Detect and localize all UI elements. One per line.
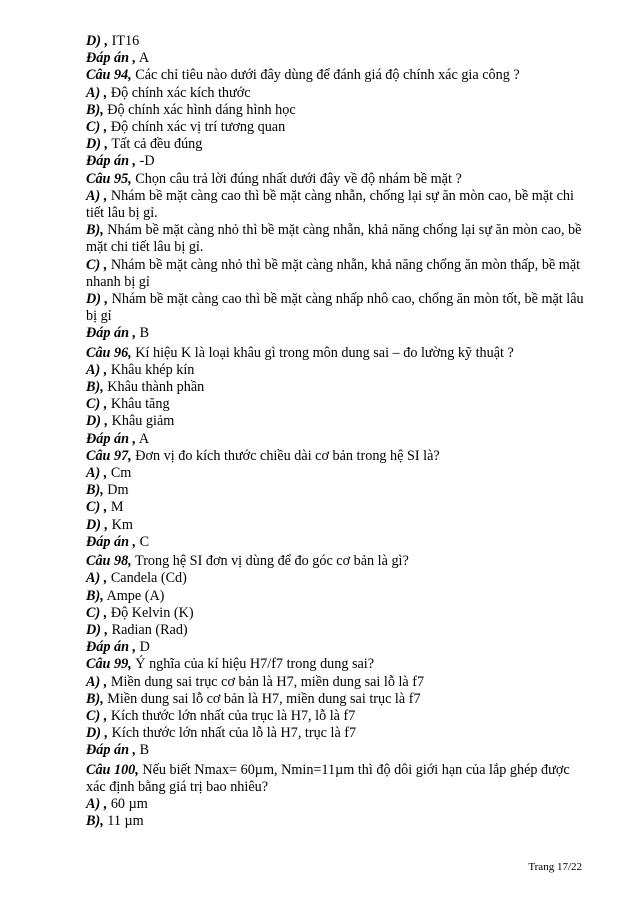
option-label: A) , (86, 187, 108, 204)
option-line (86, 33, 586, 50)
option-label: D) , (86, 725, 109, 742)
question-text: Ý nghĩa của kí hiệu H7/f7 trong dung sai? (131, 656, 375, 673)
option-line (86, 674, 586, 691)
option-line (86, 796, 586, 813)
option-text: IT16 (108, 33, 140, 49)
question-text: Đơn vị đo kích thước chiều dài cơ bản trong hệ SI là? (131, 447, 440, 464)
option-text: 11 µm (103, 813, 144, 830)
option-text: Khâu giảm (108, 413, 175, 430)
option-label: C) , (86, 256, 108, 273)
option-line (86, 413, 586, 430)
option-text: Miền dung sai trục cơ bản là H7, miền dung sai lỗ là f7 (107, 673, 425, 690)
answer-key-label: Đáp án , (86, 50, 137, 67)
answer-key-line (86, 639, 586, 656)
option-label: B), (86, 222, 104, 239)
option-label: A) , (86, 673, 108, 690)
option-text: Cm (107, 465, 132, 482)
question-text: Trong hệ SI đơn vị dùng để đo góc cơ bản là gì? (131, 553, 409, 570)
question-label: Câu 97, (86, 447, 132, 464)
question-text: Các chỉ tiêu nào dưới đây dùng để đánh giá độ chính xác gia công ? (131, 67, 520, 84)
question-line (86, 448, 586, 465)
answer-key-label: Đáp án , (86, 153, 137, 170)
option-label: C) , (86, 707, 108, 724)
option-text: Miền dung sai lỗ cơ bản là H7, miền dung sai trục là f7 (103, 690, 421, 707)
option-label: D) , (86, 291, 109, 308)
option-line (86, 588, 586, 605)
option-label: B), (86, 482, 104, 499)
answer-key-text: -D (136, 153, 155, 170)
answer-key-label: Đáp án , (86, 430, 137, 447)
question-label: Câu 98, (86, 553, 132, 570)
option-label: A) , (86, 570, 108, 587)
option-text: Candela (Cd) (107, 570, 187, 587)
option-label: C) , (86, 604, 108, 621)
question-text: Chọn câu trả lời đúng nhất dưới đây về độ nhám bề mặt ? (131, 170, 462, 187)
option-line (86, 725, 586, 742)
answer-key-text: A (136, 430, 150, 447)
option-text: Ampe (A) (103, 587, 165, 604)
option-text: Radian (Rad) (108, 621, 188, 638)
question-line (86, 171, 586, 188)
answer-key-label: Đáp án , (86, 533, 137, 550)
question-label: Câu 99, (86, 656, 132, 673)
answer-key-line (86, 431, 586, 448)
option-label: B), (86, 379, 104, 396)
option-text: Nhám bề mặt càng cao thì bề mặt càng nhấp nhô cao, chống ăn mòn tốt, bề mặt lâu bị gỉ (86, 291, 584, 325)
answer-key-line (86, 153, 586, 170)
question-text: Nếu biết Nmax= 60µm, Nmin=11µm thì độ dôi giới hạn của lắp ghép được xác định bằng giá trị bao nhiêu? (86, 761, 570, 795)
answer-key-label: Đáp án , (86, 742, 137, 759)
option-line (86, 813, 586, 830)
option-line (86, 136, 586, 153)
question-line (86, 345, 586, 362)
option-text: Độ chính xác vị trí tương quan (107, 119, 286, 136)
option-label: D) , (86, 621, 109, 638)
question-text: Kí hiệu K là loại khâu gì trong môn dung sai – đo lường kỹ thuật ? (131, 344, 514, 361)
option-text: Khâu khép kín (107, 361, 195, 378)
option-line (86, 379, 586, 396)
answer-key-line (86, 325, 586, 342)
option-label: D) , (86, 413, 109, 430)
option-label: D) , (86, 516, 109, 533)
option-label: B), (86, 813, 104, 830)
option-line (86, 188, 586, 222)
question-line (86, 553, 586, 570)
option-label: A) , (86, 361, 108, 378)
answer-key-text: C (136, 533, 150, 550)
answer-key-line (86, 534, 586, 551)
option-text: Nhám bề mặt càng nhỏ thì bề mặt càng nhẵn, khả năng chống ăn mòn thấp, bề mặt nhanh bị gỉ (86, 256, 581, 290)
answer-key-label: Đáp án , (86, 325, 137, 342)
option-line (86, 85, 586, 102)
option-line (86, 291, 586, 325)
option-text: Kích thước lớn nhất của trục là H7, lỗ là f7 (107, 707, 356, 724)
option-text: Tất cả đều đúng (108, 136, 203, 153)
question-line (86, 762, 586, 796)
option-text: Dm (103, 482, 129, 499)
answer-key-label: Đáp án , (86, 639, 137, 656)
document-body (86, 33, 586, 830)
question-label: Câu 94, (86, 67, 132, 84)
option-label: B), (86, 101, 104, 118)
option-text: 60 µm (107, 795, 148, 812)
option-label: D) , (86, 136, 109, 153)
option-text: Nhám bề mặt càng cao thì bề mặt càng nhẵn, chống lại sự ăn mòn cao, bề mặt chi tiết lâu bị gỉ. (86, 187, 574, 222)
option-label: A) , (86, 465, 108, 482)
option-line (86, 622, 586, 639)
answer-key-line (86, 50, 586, 67)
option-line (86, 222, 586, 256)
option-label: C) , (86, 396, 108, 413)
option-label: B), (86, 690, 104, 707)
option-text: M (107, 499, 124, 516)
option-line (86, 499, 586, 516)
option-line (86, 708, 586, 725)
option-line (86, 691, 586, 708)
page-number: Trang 17/22 (528, 861, 582, 873)
option-line (86, 396, 586, 413)
answer-key-text: B (136, 325, 150, 342)
option-label: A) , (86, 84, 108, 101)
option-text: Km (108, 516, 133, 533)
option-text: Khâu tăng (107, 396, 170, 413)
option-line (86, 362, 586, 379)
question-label: Câu 100, (86, 761, 139, 778)
option-text: Độ chính xác kích thước (107, 84, 251, 101)
question-line (86, 656, 586, 673)
option-line (86, 465, 586, 482)
option-label: B), (86, 587, 104, 604)
question-label: Câu 95, (86, 170, 132, 187)
option-text: Nhám bề mặt càng nhỏ thì bề mặt càng nhẵn, khả năng chống lại sự ăn mòn cao, bề mặt chi tiết lâu bị gỉ. (86, 222, 582, 256)
option-line (86, 517, 586, 534)
option-text: Kích thước lớn nhất của lỗ là H7, trục là f7 (108, 725, 357, 742)
option-label: A) , (86, 795, 108, 812)
option-label: D) , (86, 33, 109, 49)
option-text: Độ Kelvin (K) (107, 604, 194, 621)
option-text: Khâu thành phần (103, 379, 205, 396)
option-line (86, 102, 586, 119)
answer-key-text: D (136, 639, 150, 656)
answer-key-line (86, 742, 586, 759)
question-line (86, 67, 586, 84)
option-label: C) , (86, 119, 108, 136)
option-text: Độ chính xác hình dáng hình học (103, 101, 296, 118)
option-line (86, 482, 586, 499)
answer-key-text: A (136, 50, 150, 67)
option-line (86, 119, 586, 136)
answer-key-text: B (136, 742, 150, 759)
question-label: Câu 96, (86, 344, 132, 361)
option-line (86, 605, 586, 622)
option-line (86, 257, 586, 291)
option-label: C) , (86, 499, 108, 516)
option-line (86, 570, 586, 587)
